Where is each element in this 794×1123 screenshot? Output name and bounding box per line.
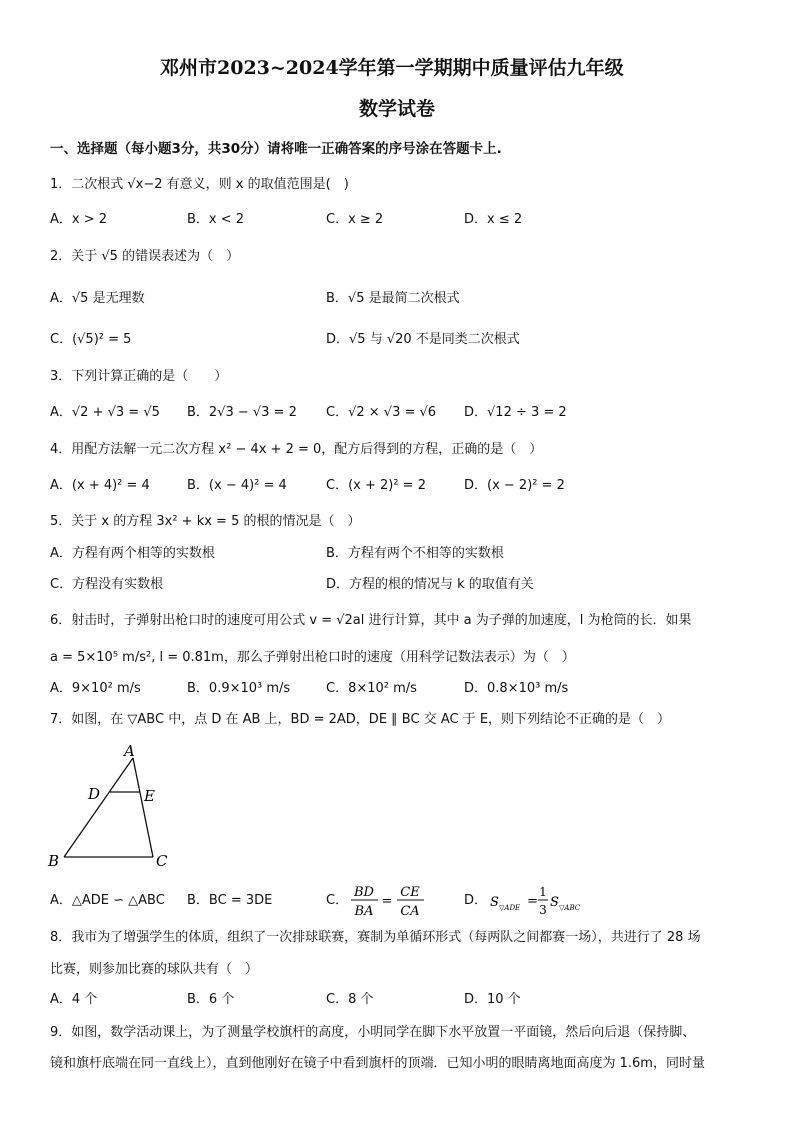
- question-7-stem: 7．如图，在 ▽ABC 中，点 D 在 AB 上，BD = 2AD，DE ∥ BC 交 AC 于 E，则下列结论不正确的是（ ）: [50, 712, 671, 727]
- svg-text:S: S: [550, 895, 559, 910]
- q5-option-d: D．方程的根的情况与 k 的取值有关: [326, 577, 534, 592]
- question-6-stem-line2: a = 5×10⁵ m/s², l = 0.81m，那么子弹射出枪口时的速度（用科学记数法表示）为（ ）: [50, 650, 575, 665]
- q3-option-d: D．√12 ÷ 3 = 2: [464, 405, 567, 420]
- question-9-stem-line2: 镜和旗杆底端在同一直线上），直到他刚好在镜子中看到旗杆的顶端．已知小明的眼睛离地面高度为 1.6m，同时量: [50, 1056, 705, 1071]
- svg-text:BA: BA: [354, 904, 374, 919]
- label-d: D: [88, 785, 101, 803]
- q7-option-a: A．△ADE ∽ △ABC: [50, 893, 165, 908]
- question-1-stem: 1．二次根式 √x−2 有意义，则 x 的取值范围是( ): [50, 177, 349, 192]
- question-9-stem-line1: 9．如图，数学活动课上，为了测量学校旗杆的高度，小明同学在脚下水平放置一平面镜，然后向后退（保持脚、: [50, 1025, 696, 1040]
- svg-text:=: =: [527, 894, 538, 909]
- q6-option-c: C．8×10² m/s: [326, 681, 417, 696]
- q1-option-d: D．x ≤ 2: [464, 212, 523, 227]
- q8-option-a: A．4 个: [50, 992, 98, 1007]
- svg-text:BD: BD: [354, 885, 374, 900]
- q8-option-d: D．10 个: [464, 992, 521, 1007]
- q2-option-a: A．√5 是无理数: [50, 291, 145, 306]
- label-e: E: [144, 787, 155, 805]
- q4-option-a: A．(x + 4)² = 4: [50, 478, 150, 493]
- q8-option-c: C．8 个: [326, 992, 374, 1007]
- page-title: 邓州市2023~2024学年第一学期期中质量评估九年级: [160, 57, 624, 79]
- question-3-stem: 3．下列计算正确的是（ ）: [50, 369, 228, 384]
- question-6-stem-line1: 6．射击时，子弹射出枪口时的速度可用公式 v = √2al 进行计算，其中 a 为子弹的加速度，l 为枪筒的长．如果: [50, 613, 692, 628]
- q7-option-d-formula: [488, 882, 588, 920]
- svg-text:=: =: [381, 894, 393, 909]
- q7-option-d-label: D．: [464, 893, 488, 908]
- question-4-stem: 4．用配方法解一元二次方程 x² − 4x + 2 = 0，配方后得到的方程，正确的是（ ）: [50, 442, 543, 457]
- q6-option-b: B．0.9×10³ m/s: [187, 681, 291, 696]
- svg-text:1: 1: [539, 885, 547, 899]
- svg-text:CE: CE: [400, 885, 420, 900]
- q2-option-c: C．(√5)² = 5: [50, 332, 132, 347]
- side-ab: [64, 758, 133, 857]
- q3-option-b: B．2√3 − √3 = 2: [187, 405, 297, 420]
- q7-option-c-label: C．: [326, 893, 349, 908]
- q2-option-b: B．√5 是最简二次根式: [326, 291, 460, 306]
- q2-option-d: D．√5 与 √20 不是同类二次根式: [326, 332, 520, 347]
- q5-option-a: A．方程有两个相等的实数根: [50, 546, 215, 561]
- label-a: A: [124, 742, 135, 760]
- section-heading: 一、选择题（每小题3分，共30分）请将唯一正确答案的序号涂在答题卡上.: [50, 141, 502, 157]
- q3-option-a: A．√2 + √3 = √5: [50, 405, 160, 420]
- q5-option-b: B．方程有两个不相等的实数根: [326, 546, 504, 561]
- svg-text:3: 3: [539, 903, 547, 917]
- label-b: B: [48, 852, 60, 870]
- q7-option-b: B．BC = 3DE: [187, 893, 273, 908]
- q5-option-c: C．方程没有实数根: [50, 577, 164, 592]
- triangle-figure: [40, 740, 190, 875]
- q8-option-b: B．6 个: [187, 992, 235, 1007]
- svg-text:▽ABC: ▽ABC: [559, 904, 581, 912]
- page-subtitle: 数学试卷: [359, 98, 436, 120]
- q4-option-c: C．(x + 2)² = 2: [326, 478, 426, 493]
- label-c: C: [156, 852, 168, 870]
- side-ac: [133, 758, 153, 857]
- q3-option-c: C．√2 × √3 = √6: [326, 405, 437, 420]
- q4-option-b: B．(x − 4)² = 4: [187, 478, 287, 493]
- q6-option-d: D．0.8×10³ m/s: [464, 681, 569, 696]
- q4-option-d: D．(x − 2)² = 2: [464, 478, 565, 493]
- question-2-stem: 2．关于 √5 的错误表述为（ ）: [50, 249, 240, 264]
- q7-option-c-fraction: [350, 882, 430, 920]
- q6-option-a: A．9×10² m/s: [50, 681, 141, 696]
- q1-option-a: A．x > 2: [50, 212, 108, 227]
- svg-text:CA: CA: [400, 904, 420, 919]
- question-8-stem-line2: 比赛，则参加比赛的球队共有（ ）: [50, 962, 259, 977]
- q1-option-c: C．x ≥ 2: [326, 212, 384, 227]
- svg-text:S: S: [490, 895, 499, 910]
- q1-option-b: B．x < 2: [187, 212, 245, 227]
- svg-text:▽ADE: ▽ADE: [499, 904, 521, 912]
- question-5-stem: 5．关于 x 的方程 3x² + kx = 5 的根的情况是（ ）: [50, 514, 361, 529]
- question-8-stem-line1: 8．我市为了增强学生的体质，组织了一次排球联赛，赛制为单循环形式（每两队之间都赛一场），共进行了 28 场: [50, 930, 701, 945]
